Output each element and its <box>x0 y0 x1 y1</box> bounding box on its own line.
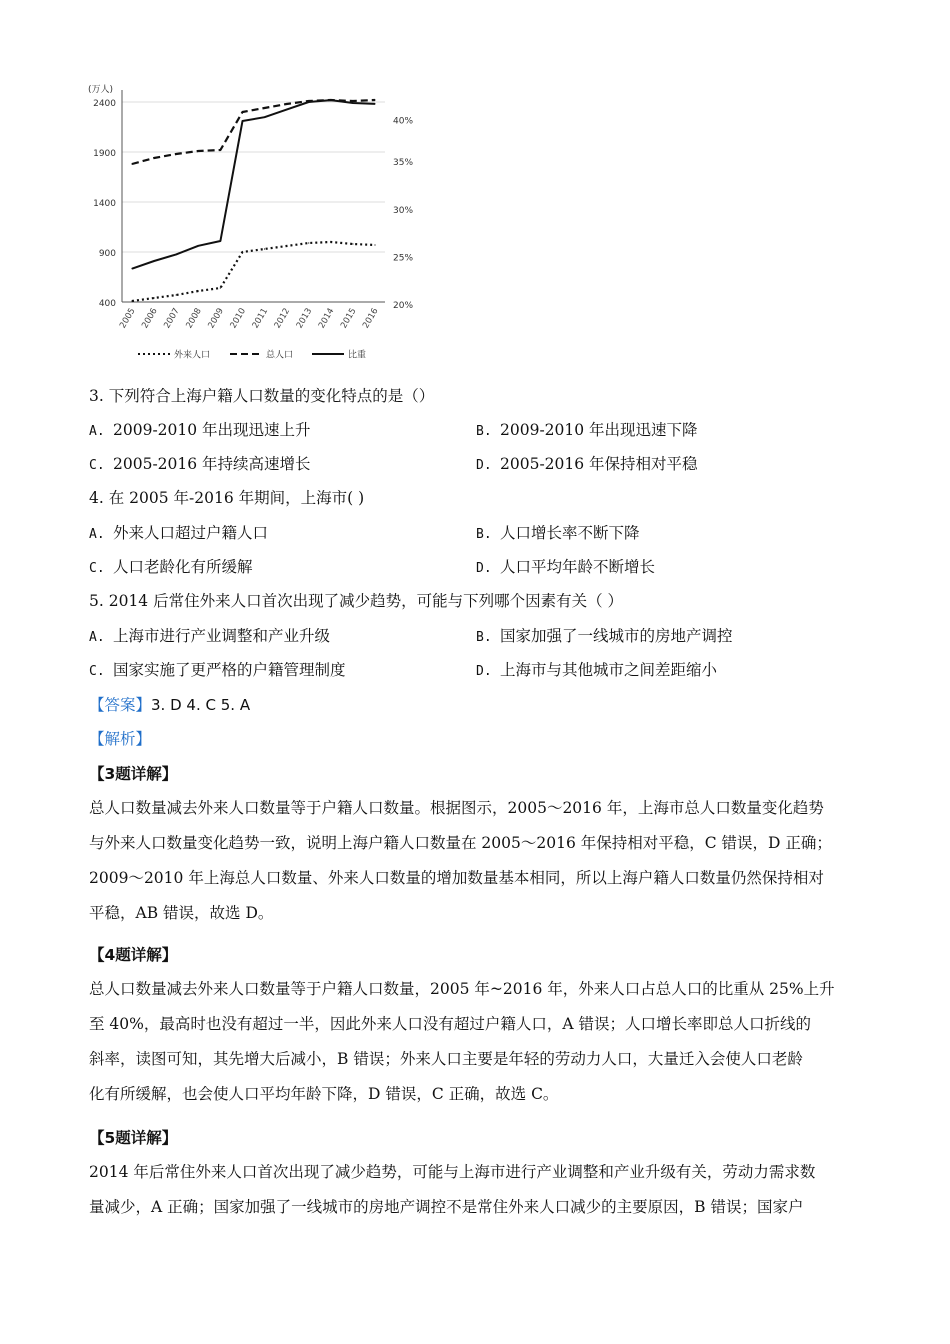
series-1-point <box>153 297 154 298</box>
paragraph-line: 量减少，A 正确；国家加强了一线城市的房地产调控不是常住外来人口减少的主要原因，B 错误；国家户 <box>89 1198 804 1216</box>
series-3-point <box>198 245 199 246</box>
option-letter: D. <box>476 458 492 473</box>
option-text: 国家加强了一线城市的房地产调控 <box>500 627 733 645</box>
series-2-point <box>220 149 221 150</box>
option-text: 2005-2016 年持续高速增长 <box>113 455 311 473</box>
series-3-point <box>286 109 287 110</box>
series-1-point <box>131 300 132 301</box>
q4-option-a[interactable] <box>89 522 268 546</box>
x-tick-label: 2006 <box>140 306 160 331</box>
series-3-point <box>330 99 331 100</box>
paragraph-line: 与外来人口数量变化趋势一致，说明上海户籍人口数量在 2005～2016 年保持相对平稳，C 错误，D 正确； <box>89 834 832 852</box>
option-letter: A. <box>89 527 105 542</box>
x-tick-label: 2010 <box>228 306 249 331</box>
paragraph-line: 化有所缓解，也会使人口平均年龄下降，D 错误，C 正确，故选 C。 <box>89 1085 559 1103</box>
x-tick-label: 2012 <box>272 306 293 331</box>
detail-3-paragraph <box>89 791 867 931</box>
y-right-tick-label: 25% <box>393 253 414 264</box>
paragraph-line: 总人口数量减去外来人口数量等于户籍人口数量。根据图示，2005～2016 年，上海市总人口数量变化趋势 <box>89 799 824 817</box>
answer-value: 3. D 4. C 5. A <box>151 696 251 714</box>
option-letter: C. <box>89 458 105 473</box>
option-letter: B. <box>476 424 492 439</box>
q4-option-d[interactable] <box>476 556 655 580</box>
q3-option-c[interactable] <box>89 453 311 477</box>
x-tick-label: 2016 <box>361 306 381 331</box>
x-tick-label: 2011 <box>250 306 271 331</box>
series-3-point <box>308 101 309 102</box>
y-left-tick-label: 900 <box>98 249 116 259</box>
y-right-tick-label: 35% <box>393 158 414 169</box>
answer-line <box>89 694 250 716</box>
series-1-point <box>330 241 331 242</box>
series-3-point <box>374 103 375 104</box>
series-line-3 <box>132 100 375 269</box>
series-3-point <box>220 240 221 241</box>
series-line-2 <box>132 100 375 164</box>
option-text: 人口增长率不断下降 <box>500 524 640 542</box>
x-tick-label: 2005 <box>118 306 138 331</box>
chart-legend <box>138 349 366 361</box>
q5-option-c[interactable] <box>89 659 346 683</box>
series-1-point <box>308 242 309 243</box>
option-letter: D. <box>476 664 492 679</box>
series-2-point <box>264 107 265 108</box>
paragraph-line: 平稳，AB 错误，故选 D。 <box>89 904 274 922</box>
x-tick-label: 2014 <box>316 306 337 331</box>
x-tick-label: 2013 <box>294 306 315 331</box>
population-line-chart <box>80 70 440 370</box>
series-2-point <box>374 99 375 100</box>
series-1-point <box>374 244 375 245</box>
q4-option-b[interactable] <box>476 522 640 546</box>
series-2-point <box>153 157 154 158</box>
question-3-stem: 3. 下列符合上海户籍人口数量的变化特点的是（） <box>89 387 435 405</box>
chart-series <box>131 99 375 301</box>
option-text: 2009-2010 年出现迅速上升 <box>113 421 311 439</box>
detail-4-title: 【4题详解】 <box>89 946 178 964</box>
x-tick-label: 2008 <box>184 306 204 331</box>
x-tick-label: 2015 <box>339 306 359 331</box>
y-left-tick-label: 1900 <box>93 149 116 159</box>
option-letter: B. <box>476 527 492 542</box>
series-2-point <box>198 150 199 151</box>
q3-option-a[interactable] <box>89 419 311 443</box>
analysis-line <box>89 728 151 750</box>
series-3-point <box>176 254 177 255</box>
series-3-point <box>131 268 132 269</box>
q5-option-a[interactable] <box>89 625 330 649</box>
paragraph-line: 斜率，读图可知，其先增大后减小，B 错误；外来人口主要是年轻的劳动力人口，大量迁入会使人口老龄 <box>89 1050 803 1068</box>
series-1-point <box>198 290 199 291</box>
y-right-tick-label: 20% <box>393 301 414 311</box>
detail-4-paragraph <box>89 972 867 1112</box>
y-left-tick-label: 2400 <box>93 99 116 109</box>
option-text: 人口老龄化有所缓解 <box>113 558 253 576</box>
paragraph-line: 至 40%，最高时也没有超过一半，因此外来人口没有超过户籍人口，A 错误；人口增长率即总人口折线的 <box>89 1015 812 1033</box>
option-letter: C. <box>89 561 105 576</box>
option-text: 国家实施了更严格的户籍管理制度 <box>113 661 346 679</box>
paragraph-line: 2009～2010 年上海总人口数量、外来人口数量的增加数量基本相同，所以上海户籍人口数量仍然保持相对 <box>89 869 824 887</box>
chart-axes <box>122 90 385 302</box>
y-unit-label: (万人) <box>88 85 114 95</box>
detail-3-title: 【3题详解】 <box>89 765 178 783</box>
series-3-point <box>242 120 243 121</box>
option-letter: D. <box>476 561 492 576</box>
q3-option-d[interactable] <box>476 453 698 477</box>
q5-option-b[interactable] <box>476 625 733 649</box>
option-text: 2005-2016 年保持相对平稳 <box>500 455 698 473</box>
series-2-point <box>352 100 353 101</box>
option-text: 2009-2010 年出现迅速下降 <box>500 421 698 439</box>
q5-option-d[interactable] <box>476 659 717 683</box>
x-tick-label: 2009 <box>206 306 226 331</box>
legend-label: 比重 <box>348 350 367 361</box>
analysis-label: 【解析】 <box>89 730 152 748</box>
series-2-point <box>242 111 243 112</box>
series-3-point <box>153 260 154 261</box>
chart-gridlines <box>122 102 385 302</box>
question-4-stem: 4. 在 2005 年-2016 年期间，上海市( ) <box>89 489 365 507</box>
option-letter: A. <box>89 424 105 439</box>
q3-option-b[interactable] <box>476 419 698 443</box>
series-2-point <box>286 103 287 104</box>
series-1-point <box>352 243 353 244</box>
x-tick-label: 2007 <box>162 306 182 331</box>
q4-option-c[interactable] <box>89 556 253 580</box>
option-text: 外来人口超过户籍人口 <box>113 524 269 542</box>
y-left-tick-label: 400 <box>98 299 116 309</box>
option-text: 人口平均年龄不断增长 <box>500 558 656 576</box>
y-right-tick-label: 40% <box>393 116 414 127</box>
series-1-point <box>286 245 287 246</box>
series-3-point <box>264 117 265 118</box>
paragraph-line: 总人口数量减去外来人口数量等于户籍人口数量，2005 年~2016 年，外来人口占总人口的比重从 25%上升 <box>89 980 835 998</box>
option-letter: C. <box>89 664 105 679</box>
series-1-point <box>176 294 177 295</box>
y-right-tick-label: 30% <box>393 205 414 216</box>
legend-label: 总人口 <box>266 350 294 361</box>
detail-5-paragraph <box>89 1155 867 1225</box>
question-5-stem: 5. 2014 后常住外来人口首次出现了减少趋势，可能与下列哪个因素有关（ ） <box>89 592 624 610</box>
series-2-point <box>176 153 177 154</box>
answer-label: 【答案】 <box>89 696 152 714</box>
series-line-1 <box>132 242 375 301</box>
series-1-point <box>242 251 243 252</box>
detail-5-title: 【5题详解】 <box>89 1129 178 1147</box>
series-1-point <box>264 248 265 249</box>
option-text: 上海市进行产业调整和产业升级 <box>113 627 331 645</box>
option-letter: A. <box>89 630 105 645</box>
legend-label: 外来人口 <box>174 350 211 361</box>
series-1-point <box>220 287 221 288</box>
option-letter: B. <box>476 630 492 645</box>
series-3-point <box>352 102 353 103</box>
option-text: 上海市与其他城市之间差距缩小 <box>500 661 718 679</box>
paragraph-line: 2014 年后常住外来人口首次出现了减少趋势，可能与上海市进行产业调整和产业升级有关，劳动力需求数 <box>89 1163 816 1181</box>
series-2-point <box>131 163 132 164</box>
y-left-tick-label: 1400 <box>93 199 116 209</box>
